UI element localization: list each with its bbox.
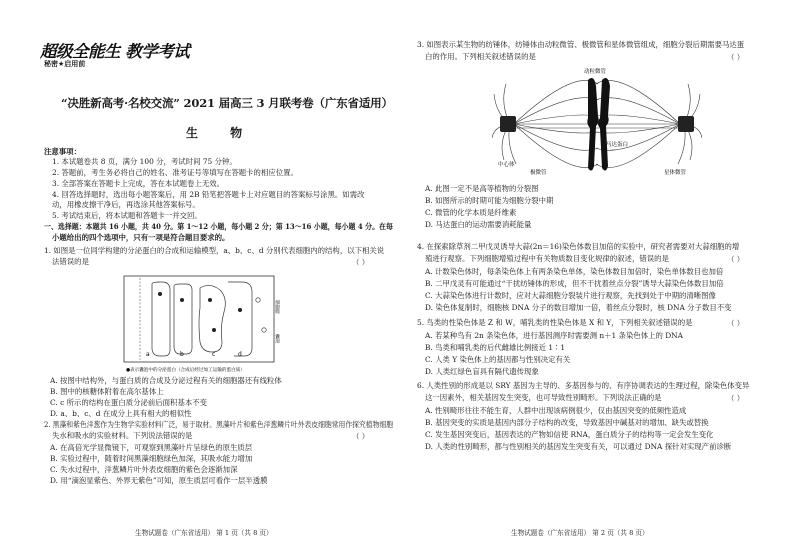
q1-stem: 1. 如图是一位同学构建的分泌蛋白的合成和运输模型，a、b、c、d 分别代表细胞内的结构，以下相关说 — [44, 246, 385, 255]
q5-option-b: B. 鸟类和哺乳类的后代雌雄比例接近 1∶1 — [425, 343, 566, 352]
q4-option-b: B. 二甲戊灵有可能通过“干扰纺锤体的形成，但不干扰着丝点分裂”诱导大蒜染色体数目加倍 — [425, 279, 724, 288]
q3-option-d: D. 马达蛋白的运动需要消耗能量 — [425, 220, 532, 229]
q6-option-c: C. 发生基因突变后，基因表达的产物如信使 RNA，蛋白质分子的结构等一定会发生变化 — [425, 430, 714, 439]
q3-spindle-figure — [492, 66, 702, 182]
q2-stem: 2. 黑藻和紫色洋葱作为生物学实验材料广泛，易于取材。黑藻叶片和紫色洋葱鳞片叶外表皮细胞常用作探究植物细胞 — [44, 420, 394, 429]
centrosome-right — [678, 116, 694, 132]
q2-option-d: D. 用“滴泡显紫色、外界无紫色”可知，原生质层可看作一层半透膜 — [50, 476, 268, 485]
q3-answer-paren: （ ） — [727, 53, 745, 62]
label-c: c — [212, 351, 216, 358]
q2-option-a: A. 在高倍光学显微镜下，可观察到黑藻叶片呈绿色的原生质层 — [50, 443, 253, 452]
organelle-d — [228, 282, 252, 356]
q3-option-c: C. 微管的化学本质是纤维素 — [425, 208, 517, 217]
vesicle-ring — [262, 328, 266, 332]
note-item: 2. 答题前，考生务必将自己的姓名、准考证号等填写在答题卡的相应位置。 — [52, 168, 298, 177]
page-footer-left: 生物试题卷（广东省适用） 第 1 页（共 8 页） — [135, 529, 273, 537]
vesicle-dot — [208, 298, 212, 302]
right-column — [397, 0, 794, 543]
chromosomes — [587, 78, 610, 171]
q2-option-c: C. 失水过程中，洋葱鳞片叶外表皮细胞的紫色会逐渐加深 — [50, 465, 238, 474]
secret-mark: 秘密★启用前 — [44, 60, 86, 68]
note-item: 3. 全部答案在答题卡上完成，答在本试题卷上无效。 — [52, 179, 224, 188]
subject-title: 生 物 — [186, 126, 257, 140]
exam-title: “决胜新高考·名校交流” 2021 届高三 3 月联考卷（广东省适用） — [61, 96, 393, 110]
q1-answer-paren: （ ） — [352, 258, 370, 267]
label-membrane: 细胞膜 — [274, 300, 280, 314]
q5-option-a: A. 若某种鸟有 2n 条染色体，进行基因测序时需要测 n＋1 条染色体上的 DNA — [425, 331, 683, 340]
label-d: d — [238, 351, 242, 358]
label-kinetochore-mt: 动粒微管 — [584, 69, 607, 75]
vesicle-dot — [212, 328, 216, 332]
q3-stem-cont: 白的作用。下列相关叙述错误的是 — [425, 52, 536, 61]
q5-stem: 5. 鸟类的性染色体是 Z 和 W，哺乳类的性染色体是 X 和 Y，下列相关叙述错误的是 — [417, 318, 693, 327]
organelle-b — [174, 284, 192, 354]
label-vesicle: 囊泡 — [274, 334, 280, 344]
note-item: 1. 本试题卷共 8 页，满分 100 分，考试时间 75 分钟。 — [52, 157, 237, 166]
q6-option-d: D. 人类的性别畸形，都与性别相关的基因发生突变有关，可以通过 DNA 探针对实现产前诊断 — [425, 442, 732, 451]
section-heading: 一、选择题：本题共 16 小题，共 40 分。第 1～12 小题，每小题 2 分；第 13～16 小题，每小题 4 分。在每 — [44, 222, 393, 231]
q1-secretion-figure — [110, 270, 300, 374]
q1-option-b: B. 图中的核糖体附着在高尔基体上 — [50, 387, 164, 396]
q6-answer-paren: （ ） — [727, 394, 745, 403]
q3-stem: 3. 如图表示某生物的纺锤体，纺锤体由动粒微管、极微管和星体微管组成，细胞分裂后期需要马达蛋 — [417, 40, 745, 49]
q2-stem-cont: 失水和吸水的实验材料。下列说法错误的是 — [52, 431, 193, 440]
label-motor-protein: 马达蛋白 — [606, 142, 629, 148]
note-item: 4. 回答选择题时，选出每小题答案后，用 2B 铅笔把答题卡上对应题目的答案标号涂黑。如需改 — [52, 190, 365, 199]
brand-logo: 超级全能生 教学考试 — [40, 42, 190, 61]
q1-stem-cont: 法错误的是 — [52, 257, 89, 266]
label-centrosome: 中心体 — [498, 162, 515, 168]
q4-answer-paren: （ ） — [727, 255, 745, 264]
q4-stem: 4. 在探索除草剂二甲戊灵诱导大蒜(2n＝16)染色体数目加倍的实验中，研究者需要对大蒜细胞的增 — [417, 242, 740, 251]
notes-heading: 注意事项： — [44, 147, 81, 156]
page-footer-right: 生物试题卷（广东省适用） 第 2 页（共 8 页） — [511, 529, 649, 537]
q6-stem: 6. 人类性别的形成是以 SRY 基因为主导的、多基因参与的、有序协调表达的生理过程，除染色体变异 — [417, 381, 750, 390]
q4-option-d: D. 染色体复制时，细胞核 DNA 分子的数目增加一倍，着丝点分裂时，核 DNA 分子数目不变 — [425, 303, 732, 312]
section-heading-cont: 小题给出的四个选项中，只有一项是符合题目要求的。 — [52, 233, 230, 242]
label-astral-mt: 星体微管 — [664, 170, 687, 176]
q4-option-c: C. 大蒜染色体进行计数时，应对大蒜细胞分裂装片进行观察，先找到处于中期的清晰图像 — [425, 291, 716, 300]
q5-option-c: C. 人类 Y 染色体上的基因都与性别决定有关 — [425, 355, 571, 364]
q5-option-d: D. 人类红绿色盲具有隔代遗传现象 — [425, 367, 539, 376]
vesicle-dot — [180, 298, 184, 302]
q4-stem-cont: 殖进行观察。下列细胞增殖过程中有关物质数目变化规律的叙述，错误的是 — [425, 254, 669, 263]
q3-option-b: B. 如图所示的时期可能为细胞分裂中期 — [425, 196, 554, 205]
note-item: 5. 考试结束后，将本试题和答题卡一并交回。 — [52, 211, 202, 220]
q2-answer-paren: （ ） — [352, 432, 370, 441]
q6-stem-cont: 这一因素外，相关基因发生突变，也可导致性别畸形。下列说法正确的是 — [425, 393, 662, 402]
label-polar-mt: 极微管 — [530, 170, 547, 176]
vesicle-ring — [256, 298, 260, 302]
figure-caption: ●表示囊泡中的分泌蛋白（合成后经过加工运输的蛋白质） — [126, 368, 245, 373]
centrosome-left — [500, 116, 516, 132]
q1-option-a: A. 按图中结构外，与蛋白质的合成及分泌过程有关的细胞器还有线粒体 — [50, 376, 282, 385]
q6-option-a: A. 性别畸形往往不能生育，人群中出现该病例很少，仅由基因突变的低频性造成 — [425, 406, 687, 415]
vesicle-dot — [238, 308, 242, 312]
q3-option-a: A. 此图一定不是高等植物的分裂图 — [425, 184, 539, 193]
q5-answer-paren: （ ） — [727, 319, 745, 328]
organelle-c — [199, 285, 225, 352]
q4-option-a: A. 计数染色体时，每条染色体上有两条染色单体，染色体数目加倍时，染色单体数目也加倍 — [425, 267, 724, 276]
q2-option-b: B. 实验过程中，随着时间黑藻细胞绿色加深，其吸水能力增加 — [50, 454, 253, 463]
q6-option-b: B. 基因突变的实质是基因内部分子结构的改变，导致基因中碱基对的增加、缺失或替换 — [425, 418, 709, 427]
note-item: 动，用橡皮擦干净后，再选涂其他答案标号。 — [52, 200, 200, 209]
label-b: b — [180, 351, 184, 358]
q1-option-d: D. a、b、c、d 在成分上具有相大的相似性 — [50, 409, 192, 418]
vesicle-dot — [158, 292, 162, 296]
q1-option-c: C. c 所示的结构在蛋白质分泌前后面积基本不变 — [50, 398, 208, 407]
label-a: a — [146, 351, 150, 358]
